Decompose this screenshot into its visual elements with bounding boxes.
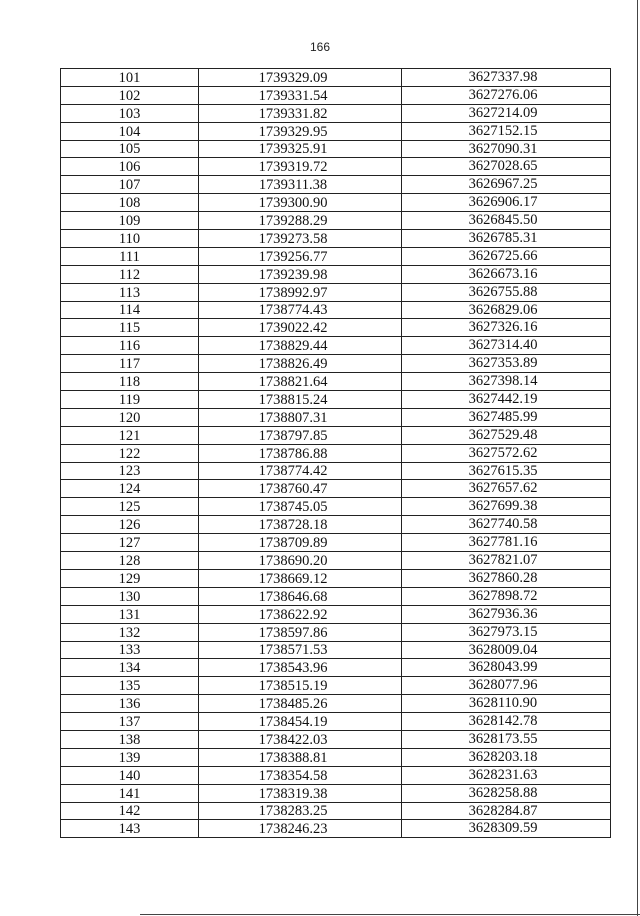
table-row <box>61 355 611 373</box>
y-coordinate-cell: 3626906.17 <box>402 194 611 212</box>
x-coordinate-cell: 1738246.23 <box>199 820 402 838</box>
point-number-cell: 107 <box>61 176 199 194</box>
point-number-cell: 104 <box>61 122 199 140</box>
y-coordinate-cell: 3627337.98 <box>402 69 611 87</box>
y-coordinate-cell: 3627326.16 <box>402 319 611 337</box>
coordinates-table-body <box>61 69 611 838</box>
x-coordinate-cell: 1738774.43 <box>199 301 402 319</box>
table-row <box>61 659 611 677</box>
page-edge-bottom <box>140 914 640 915</box>
point-number-cell: 119 <box>61 391 199 409</box>
table-row <box>61 713 611 731</box>
point-number-cell: 115 <box>61 319 199 337</box>
x-coordinate-cell: 1738354.58 <box>199 766 402 784</box>
x-coordinate-cell: 1738728.18 <box>199 516 402 534</box>
y-coordinate-cell: 3628203.18 <box>402 748 611 766</box>
point-number-cell: 103 <box>61 104 199 122</box>
y-coordinate-cell: 3626673.16 <box>402 265 611 283</box>
y-coordinate-cell: 3628231.63 <box>402 766 611 784</box>
table-row <box>61 176 611 194</box>
point-number-cell: 129 <box>61 569 199 587</box>
point-number-cell: 118 <box>61 373 199 391</box>
table-row <box>61 283 611 301</box>
point-number-cell: 106 <box>61 158 199 176</box>
table-row <box>61 695 611 713</box>
y-coordinate-cell: 3628142.78 <box>402 713 611 731</box>
x-coordinate-cell: 1738797.85 <box>199 426 402 444</box>
y-coordinate-cell: 3626845.50 <box>402 212 611 230</box>
page-edge-right <box>637 0 638 916</box>
table-row <box>61 319 611 337</box>
x-coordinate-cell: 1739311.38 <box>199 176 402 194</box>
x-coordinate-cell: 1739329.95 <box>199 122 402 140</box>
point-number-cell: 117 <box>61 355 199 373</box>
y-coordinate-cell: 3626785.31 <box>402 230 611 248</box>
y-coordinate-cell: 3628110.90 <box>402 695 611 713</box>
point-number-cell: 110 <box>61 230 199 248</box>
y-coordinate-cell: 3627973.15 <box>402 623 611 641</box>
x-coordinate-cell: 1738992.97 <box>199 283 402 301</box>
point-number-cell: 125 <box>61 498 199 516</box>
point-number-cell: 116 <box>61 337 199 355</box>
point-number-cell: 131 <box>61 605 199 623</box>
x-coordinate-cell: 1739319.72 <box>199 158 402 176</box>
table-row <box>61 462 611 480</box>
x-coordinate-cell: 1738815.24 <box>199 391 402 409</box>
y-coordinate-cell: 3628309.59 <box>402 820 611 838</box>
y-coordinate-cell: 3627860.28 <box>402 569 611 587</box>
table-row <box>61 748 611 766</box>
x-coordinate-cell: 1738690.20 <box>199 552 402 570</box>
x-coordinate-cell: 1739022.42 <box>199 319 402 337</box>
point-number-cell: 111 <box>61 247 199 265</box>
x-coordinate-cell: 1738622.92 <box>199 605 402 623</box>
y-coordinate-cell: 3627353.89 <box>402 355 611 373</box>
point-number-cell: 122 <box>61 444 199 462</box>
table-row <box>61 677 611 695</box>
table-row <box>61 516 611 534</box>
y-coordinate-cell: 3627214.09 <box>402 104 611 122</box>
y-coordinate-cell: 3628258.88 <box>402 784 611 802</box>
y-coordinate-cell: 3628173.55 <box>402 730 611 748</box>
point-number-cell: 135 <box>61 677 199 695</box>
y-coordinate-cell: 3627276.06 <box>402 86 611 104</box>
y-coordinate-cell: 3627485.99 <box>402 408 611 426</box>
y-coordinate-cell: 3627699.38 <box>402 498 611 516</box>
table-row <box>61 212 611 230</box>
x-coordinate-cell: 1738515.19 <box>199 677 402 695</box>
point-number-cell: 113 <box>61 283 199 301</box>
table-row <box>61 265 611 283</box>
y-coordinate-cell: 3627529.48 <box>402 426 611 444</box>
point-number-cell: 123 <box>61 462 199 480</box>
table-row <box>61 784 611 802</box>
point-number-cell: 142 <box>61 802 199 820</box>
point-number-cell: 108 <box>61 194 199 212</box>
table-row <box>61 534 611 552</box>
table-row <box>61 69 611 87</box>
point-number-cell: 128 <box>61 552 199 570</box>
table-row <box>61 444 611 462</box>
table-row <box>61 552 611 570</box>
coordinates-table <box>60 68 611 838</box>
table-row <box>61 104 611 122</box>
x-coordinate-cell: 1738774.42 <box>199 462 402 480</box>
x-coordinate-cell: 1739273.58 <box>199 230 402 248</box>
point-number-cell: 136 <box>61 695 199 713</box>
point-number-cell: 139 <box>61 748 199 766</box>
table-row <box>61 587 611 605</box>
table-row <box>61 802 611 820</box>
y-coordinate-cell: 3627898.72 <box>402 587 611 605</box>
table-row <box>61 408 611 426</box>
table-row <box>61 122 611 140</box>
table-row <box>61 194 611 212</box>
point-number-cell: 101 <box>61 69 199 87</box>
table-row <box>61 498 611 516</box>
y-coordinate-cell: 3626755.88 <box>402 283 611 301</box>
table-row <box>61 391 611 409</box>
y-coordinate-cell: 3627615.35 <box>402 462 611 480</box>
x-coordinate-cell: 1739256.77 <box>199 247 402 265</box>
point-number-cell: 109 <box>61 212 199 230</box>
table-row <box>61 158 611 176</box>
table-row <box>61 86 611 104</box>
x-coordinate-cell: 1738388.81 <box>199 748 402 766</box>
y-coordinate-cell: 3627152.15 <box>402 122 611 140</box>
y-coordinate-cell: 3628009.04 <box>402 641 611 659</box>
point-number-cell: 140 <box>61 766 199 784</box>
y-coordinate-cell: 3628043.99 <box>402 659 611 677</box>
x-coordinate-cell: 1739288.29 <box>199 212 402 230</box>
point-number-cell: 105 <box>61 140 199 158</box>
point-number-cell: 126 <box>61 516 199 534</box>
x-coordinate-cell: 1739329.09 <box>199 69 402 87</box>
x-coordinate-cell: 1738597.86 <box>199 623 402 641</box>
x-coordinate-cell: 1738745.05 <box>199 498 402 516</box>
y-coordinate-cell: 3627572.62 <box>402 444 611 462</box>
point-number-cell: 134 <box>61 659 199 677</box>
table-row <box>61 641 611 659</box>
table-row <box>61 247 611 265</box>
point-number-cell: 141 <box>61 784 199 802</box>
table-row <box>61 623 611 641</box>
y-coordinate-cell: 3627740.58 <box>402 516 611 534</box>
x-coordinate-cell: 1738829.44 <box>199 337 402 355</box>
table-row <box>61 820 611 838</box>
point-number-cell: 143 <box>61 820 199 838</box>
y-coordinate-cell: 3626967.25 <box>402 176 611 194</box>
x-coordinate-cell: 1739331.54 <box>199 86 402 104</box>
x-coordinate-cell: 1738669.12 <box>199 569 402 587</box>
x-coordinate-cell: 1738709.89 <box>199 534 402 552</box>
point-number-cell: 114 <box>61 301 199 319</box>
point-number-cell: 127 <box>61 534 199 552</box>
point-number-cell: 121 <box>61 426 199 444</box>
table-row <box>61 605 611 623</box>
y-coordinate-cell: 3627314.40 <box>402 337 611 355</box>
point-number-cell: 132 <box>61 623 199 641</box>
x-coordinate-cell: 1739300.90 <box>199 194 402 212</box>
x-coordinate-cell: 1738422.03 <box>199 730 402 748</box>
table-row <box>61 480 611 498</box>
y-coordinate-cell: 3627781.16 <box>402 534 611 552</box>
y-coordinate-cell: 3626829.06 <box>402 301 611 319</box>
table-row <box>61 230 611 248</box>
y-coordinate-cell: 3627028.65 <box>402 158 611 176</box>
x-coordinate-cell: 1738807.31 <box>199 408 402 426</box>
point-number-cell: 130 <box>61 587 199 605</box>
table-row <box>61 426 611 444</box>
y-coordinate-cell: 3627442.19 <box>402 391 611 409</box>
x-coordinate-cell: 1738283.25 <box>199 802 402 820</box>
y-coordinate-cell: 3626725.66 <box>402 247 611 265</box>
point-number-cell: 112 <box>61 265 199 283</box>
x-coordinate-cell: 1738786.88 <box>199 444 402 462</box>
x-coordinate-cell: 1738454.19 <box>199 713 402 731</box>
table-row <box>61 301 611 319</box>
table-row <box>61 337 611 355</box>
y-coordinate-cell: 3627090.31 <box>402 140 611 158</box>
x-coordinate-cell: 1738485.26 <box>199 695 402 713</box>
y-coordinate-cell: 3628284.87 <box>402 802 611 820</box>
y-coordinate-cell: 3628077.96 <box>402 677 611 695</box>
table-row <box>61 569 611 587</box>
point-number-cell: 137 <box>61 713 199 731</box>
y-coordinate-cell: 3627657.62 <box>402 480 611 498</box>
x-coordinate-cell: 1739331.82 <box>199 104 402 122</box>
x-coordinate-cell: 1738319.38 <box>199 784 402 802</box>
x-coordinate-cell: 1738826.49 <box>199 355 402 373</box>
x-coordinate-cell: 1738760.47 <box>199 480 402 498</box>
x-coordinate-cell: 1738543.96 <box>199 659 402 677</box>
table-row <box>61 766 611 784</box>
x-coordinate-cell: 1738821.64 <box>199 373 402 391</box>
x-coordinate-cell: 1739239.98 <box>199 265 402 283</box>
table-row <box>61 730 611 748</box>
page-number: 166 <box>309 40 331 54</box>
y-coordinate-cell: 3627398.14 <box>402 373 611 391</box>
point-number-cell: 138 <box>61 730 199 748</box>
x-coordinate-cell: 1738646.68 <box>199 587 402 605</box>
x-coordinate-cell: 1739325.91 <box>199 140 402 158</box>
x-coordinate-cell: 1738571.53 <box>199 641 402 659</box>
point-number-cell: 120 <box>61 408 199 426</box>
y-coordinate-cell: 3627936.36 <box>402 605 611 623</box>
point-number-cell: 124 <box>61 480 199 498</box>
point-number-cell: 102 <box>61 86 199 104</box>
table-row <box>61 373 611 391</box>
y-coordinate-cell: 3627821.07 <box>402 552 611 570</box>
table-row <box>61 140 611 158</box>
point-number-cell: 133 <box>61 641 199 659</box>
